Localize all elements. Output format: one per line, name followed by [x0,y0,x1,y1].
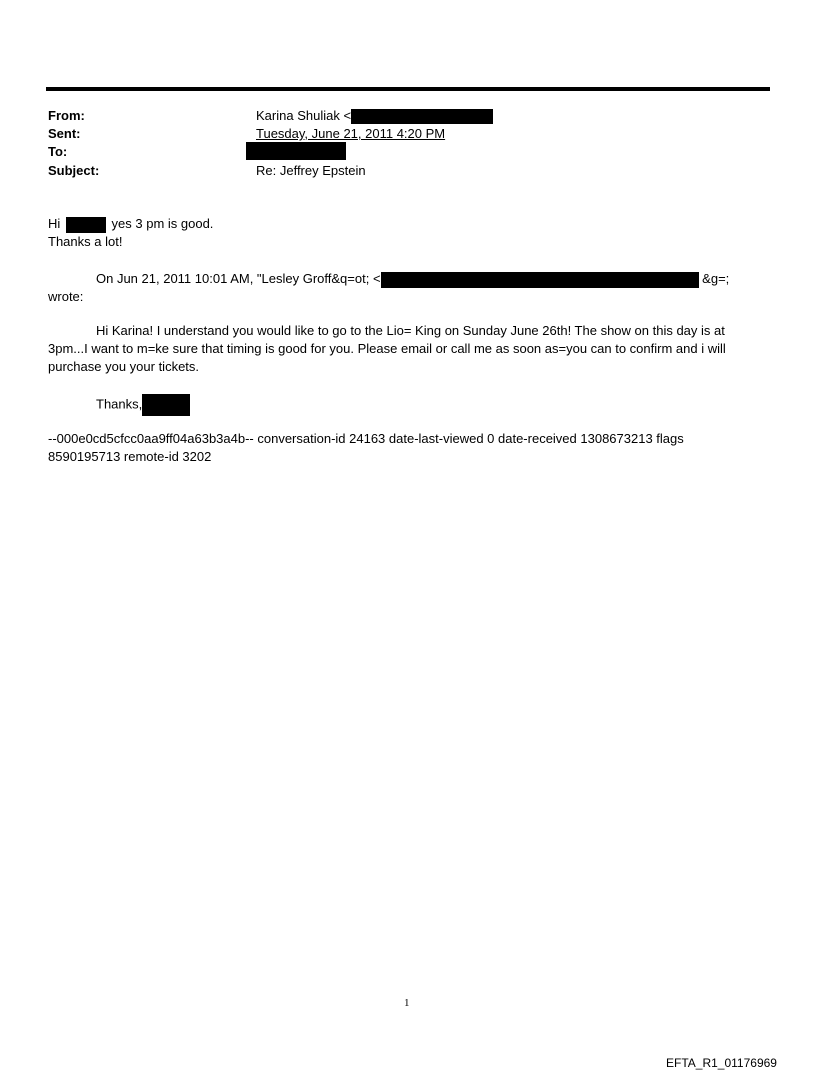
redaction-block [142,394,190,416]
thanks-line: Thanks a lot! [48,234,123,249]
meta-line-1: --000e0cd5cfcc0aa9ff04a63b3a4b-- conversation-id 24163 date-last-viewed 0 date-received 1308673213 flags [48,431,684,446]
redaction-block [381,272,699,288]
document-id: EFTA_R1_01176969 [666,1056,777,1070]
sent-value: Tuesday, June 21, 2011 4:20 PM [256,126,446,141]
header-rule [46,87,770,91]
signoff-line [96,394,190,416]
wrote-line: wrote: [48,289,84,304]
from-value [256,107,493,125]
signoff: Thanks, [96,396,143,412]
from-label: From: [48,108,85,123]
redaction-block [66,217,106,233]
quoted-line-3: purchase you your tickets. [48,359,200,374]
page-number: 1 [404,997,410,1009]
redaction-block [351,109,493,124]
quote-intro: On Jun 21, 2011 10:01 AM, "Lesley Groff&q=ot; < [96,271,381,286]
quoted-line-2: 3pm...I want to m=ke sure that timing is good for you. Please email or call me as soon as=you can to confirm and i will [48,341,726,356]
redaction-block [246,142,346,160]
quoted-line-1: Hi Karina! I understand you would like to go to the Lio= King on Sunday June 26th! The show on this day is at [96,323,725,338]
quote-intro-end: &g=; [702,271,730,286]
subject-value: Re: Jeffrey Epstein [256,163,366,178]
quote-intro-line [96,270,729,288]
to-label: To: [48,144,68,159]
subject-label: Subject: [48,163,100,178]
greeting-post: yes 3 pm is good. [111,216,214,231]
meta-line-2: 8590195713 remote-id 3202 [48,449,212,464]
greeting-line [48,215,213,233]
from-name: Karina Shuliak < [256,108,352,123]
sent-label: Sent: [48,126,81,141]
greeting-pre: Hi [48,216,61,231]
